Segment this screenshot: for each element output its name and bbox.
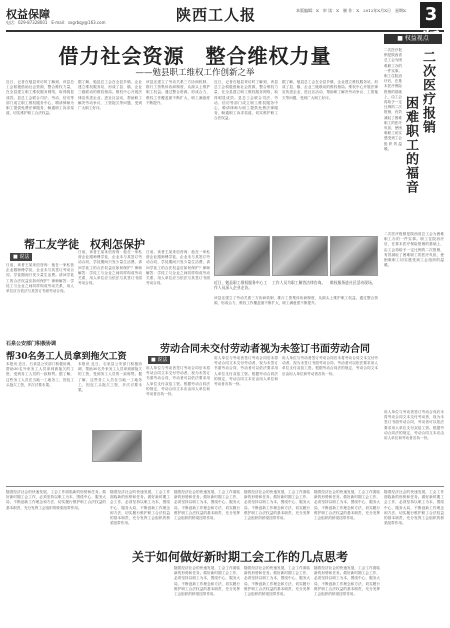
help-body-3 [146,250,210,335]
photo-1 [214,236,270,276]
band-text: 随着经济社会的快速发展，工会工作面临新的形势和任务。做好新时期工会工作，必须坚持以职工为本，围绕中心、服务大局，不断创新工作理念和方法，切实履行维护职工合法权益的基本职责，充分发挥工会组织的桥梁纽带作用。 [384,490,444,526]
right-headline-2: 困难职工的福音 [403,96,418,194]
contract-text: 用人单位与劳动者签订劳动合同后未将劳动合同文本交付劳动者，视为未签订书面劳动合同，劳动者可以依法要求用人单位支付双倍工资。根据劳动合同法的规定，劳动合同文本应由用人单位和劳动者各执一份。 [282,356,378,376]
band-headline: 关于如何做好新时期工会工作的几点思考 [132,550,349,564]
lead-body-col-2 [78,80,142,228]
band-text: 随着经济社会的快速发展，工会工作面临新的形势和任务。做好新时期工会工作，必须坚持以职工为本，围绕中心、服务大局，不断创新工作理念和方法，切实履行维护职工合法权益的基本职责，充分发挥工会组织的桥梁纽带作用。 [314,490,380,521]
lead-text: 近日，记者在勉县采访时了解到，该县总工会积极借助社会资源，整合维权力量，在全县建立职工维权服务网络，取得明显成效。县总工会联合司法、劳动、信访等部门成立职工维权服务中心，聘请律师为职工提供免费法律服务，畅通职工诉求渠道，切实维护职工合法权益。 [6,80,74,116]
help-headline: 帮工友学徒 权利怎保护 [24,238,145,251]
help-text: 日前，读者王某来信咨询：他在一家私营企业跟师傅学徒，企业未与其签订劳动合同，学徒期间只发少量生活费。请问学徒工的合法权益应如何保护？律师解答：学徒工与企业之间同样构成劳动关系，用人单位应当依法与其签订书面劳动合同。 [6,263,74,294]
photo-2-caption: 工作人员为职工解答法律咨询。 [272,280,326,285]
help-text: 日前，读者王某来信咨询：他在一家私营企业跟师傅学徒，企业未与其签订劳动合同，学徒期间只发少量生活费。请问学徒工的合法权益应如何保护？律师解答：学徒工与企业之间同样构成劳动关系，用人单位应当依法与其签订书面劳动合同。 [146,250,210,286]
help-label: ■ 说法 [10,253,32,261]
contract-text: 用人单位与劳动者签订劳动合同后未将劳动合同文本交付劳动者，视为未签订书面劳动合同，劳动者可以依法要求用人单位支付双倍工资。根据劳动合同法的规定，劳动合同文本应由用人单位和劳动者各执一份。 [214,356,278,387]
photo-2 [272,236,328,276]
lead-text: 该县还建立了劳动关系三方协商机制，推行工资集体协商制度，从源头上维护职工权益。通过整合资源、形成合力，维权工作覆盖面不断扩大，职工满意度不断提升。 [146,80,210,105]
band-body-9 [314,566,380,624]
divider [6,486,444,487]
right-text: 二次医疗报销是陕西省总工会为困难职工办的一件实事。职工住院治疗后，在基本医疗保险报销的基础上，由工会再给予一定比例的二次报销，有效减轻了困难职工的医疗负担，使困难职工切实感受到工会组织的温暖。 [384,232,444,268]
story3-body-1 [6,362,74,482]
lead-body-col-5 [282,80,378,228]
lead-text: 近日，记者在勉县采访时了解到，该县总工会积极借助社会资源，整合维权力量，在全县建立职工维权服务网络，取得明显成效。县总工会联合司法、劳动、信访等部门成立职工维权服务中心，聘请律师为职工提供免费法律服务，畅通职工诉求渠道，切实维护职工合法权益。 [214,80,278,121]
band-text: 随着经济社会的快速发展，工会工作面临新的形势和任务。做好新时期工会工作，必须坚持以职工为本，围绕中心、服务大局，不断创新工作理念和方法，切实履行维护职工合法权益的基本职责，充分发挥工会组织的桥梁纽带作用。 [6,490,106,510]
contract-body-3 [282,356,378,482]
band-text: 随着经济社会的快速发展，工会工作面临新的形势和任务。做好新时期工会工作，必须坚持以职工为本，围绕中心、服务大局，不断创新工作理念和方法，切实履行维护职工合法权益的基本职责，充分发挥工会组织的桥梁纽带作用。 [244,490,310,521]
contract-text: 用人单位与劳动者签订劳动合同后未将劳动合同文本交付劳动者，视为未签订书面劳动合同，劳动者可以依法要求用人单位支付双倍工资。根据劳动合同法的规定，劳动合同文本应由用人单位和劳动者各执一份。 [146,366,210,397]
band-text: 随着经济社会的快速发展，工会工作面临新的形势和任务。做好新时期工会工作，必须坚持以职工为本，围绕中心、服务大局，不断创新工作理念和方法，切实履行维护职工合法权益的基本职责，充分发挥工会组织的桥梁纽带作用。 [314,566,380,597]
lead-body-col-3 [146,80,210,228]
contract-body-4 [384,410,444,482]
photo-3-caption: 维权服务进社区活动现场。 [330,280,376,285]
right-body-a [384,48,402,228]
contact-info: 电话：029-87328001 E-mail：sxgrbqy@163.com [6,20,106,25]
paper-logo: 陕西工人报 [176,6,257,24]
contract-text: 用人单位与劳动者签订劳动合同后未将劳动合同文本交付劳动者，视为未签订书面劳动合同，劳动者可以依法要求用人单位支付双倍工资。根据劳动合同法的规定，劳动合同文本应由用人单位和劳动者各执一份。 [384,410,444,441]
contract-headline: 劳动合同未交付劳动者视为未签订书面劳动合同 [160,344,370,355]
band-body-4 [244,490,310,546]
photo-story-text: 该县还建立了劳动关系三方协商机制，推行工资集体协商制度，从源头上维护职工权益。通过整合资源、形成合力，维权工作覆盖面不断扩大，职工满意度不断提升。 [214,296,378,306]
help-body-2 [78,250,142,335]
story3-headline: 帮30名务工人员拿到拖欠工资 [6,352,127,362]
section-name: 权益保障 [6,8,50,21]
photo-story-body [214,296,378,336]
contract-body-1 [146,366,210,482]
lead-headline: 借力社会资源 整合维权力量 [58,44,332,68]
help-text: 日前，读者王某来信咨询：他在一家私营企业跟师傅学徒，企业未与其签订劳动合同，学徒期间只发少量生活费。请问学徒工的合法权益应如何保护？律师解答：学徒工与企业之间同样构成劳动关系，用人单位应当依法与其签订书面劳动合同。 [78,250,142,286]
band-body-3 [174,490,240,546]
help-body-1 [6,263,74,335]
lead-body-col-4 [214,80,278,228]
right-text: 二次医疗报销是陕西省总工会为困难职工办的一件实事。职工住院治疗后，在基本医疗保险报销的基础上，由工会再给予一定比例的二次报销，有效减轻了困难职工的医疗负担，使困难职工切实感受到工会组织的温暖。 [384,48,402,151]
section-tag: ■ 权益视点 [384,34,442,44]
band-text: 随着经济社会的快速发展，工会工作面临新的形势和任务。做好新时期工会工作，必须坚持以职工为本，围绕中心、服务大局，不断创新工作理念和方法，切实履行维护职工合法权益的基本职责，充分发挥工会组织的桥梁纽带作用。 [174,566,240,597]
lead-subhead: ——勉县职工维权工作创新之举 [135,68,255,78]
issue-info: 本版编辑：X 审 读：X 制 作：X 2012年X月X日 星期X [296,8,406,13]
photo-3 [330,236,378,276]
lead-text: 据了解，勉县总工会在全县乡镇、企业建立维权服务站，形成了县、镇、企业三级联动的维权格局。维权中心开展法律宣传进企业、进社区活动，帮助职工解决劳动争议、工资拖欠等问题，受到广大职工好评。 [282,80,378,100]
right-headline-1: 二次医疗报销 [420,50,435,134]
story3-text: 本报讯 近日，石泉县公安部门积极协调，帮助30名外来务工人员拿到被拖欠的工资，受到务工人员的一致称赞。据了解，这些务工人员在当地一工地务工，因包工头拖欠工资，多次讨要未果。 [78,362,142,393]
band-text: 随着经济社会的快速发展，工会工作面临新的形势和任务。做好新时期工会工作，必须坚持以职工为本，围绕中心、服务大局，不断创新工作理念和方法，切实履行维护职工合法权益的基本职责，充分发挥工会组织的桥梁纽带作用。 [244,566,310,597]
masthead [6,4,444,32]
band-body-5 [314,490,380,546]
band-text: 随着经济社会的快速发展，工会工作面临新的形势和任务。做好新时期工会工作，必须坚持以职工为本，围绕中心、服务大局，不断创新工作理念和方法，切实履行维护职工合法权益的基本职责，充分发挥工会组织的桥梁纽带作用。 [174,490,240,521]
story3-text: 本报讯 近日，石泉县公安部门积极协调，帮助30名外来务工人员拿到被拖欠的工资，受到务工人员的一致称赞。据了解，这些务工人员在当地一工地务工，因包工头拖欠工资，多次讨要未果。 [6,362,74,387]
band-body-8 [244,566,310,624]
story3-kicker: 石泉公安部门积极协调 [6,341,57,347]
photo-1-caption: 近日，勉县职工维权服务中心工作人员深入企业走访。 [214,280,268,290]
page-number: 3 [420,2,442,28]
contract-label: ■ 说法 [148,356,170,364]
band-body-6 [384,490,444,624]
band-body-1 [6,490,106,624]
lead-text: 据了解，勉县总工会在全县乡镇、企业建立维权服务站，形成了县、镇、企业三级联动的维权格局。维权中心开展法律宣传进企业、进社区活动，帮助职工解决劳动争议、工资拖欠等问题，受到广大职工好评。 [78,80,142,111]
right-body-b [384,232,444,406]
band-body-7 [174,566,240,624]
band-text: 随着经济社会的快速发展，工会工作面临新的形势和任务。做好新时期工会工作，必须坚持以职工为本，围绕中心、服务大局，不断创新工作理念和方法，切实履行维护职工合法权益的基本职责，充分发挥工会组织的桥梁纽带作用。 [110,490,170,526]
contract-body-2 [214,356,278,482]
lead-body-col-1 [6,80,74,228]
photo-small [92,430,142,462]
